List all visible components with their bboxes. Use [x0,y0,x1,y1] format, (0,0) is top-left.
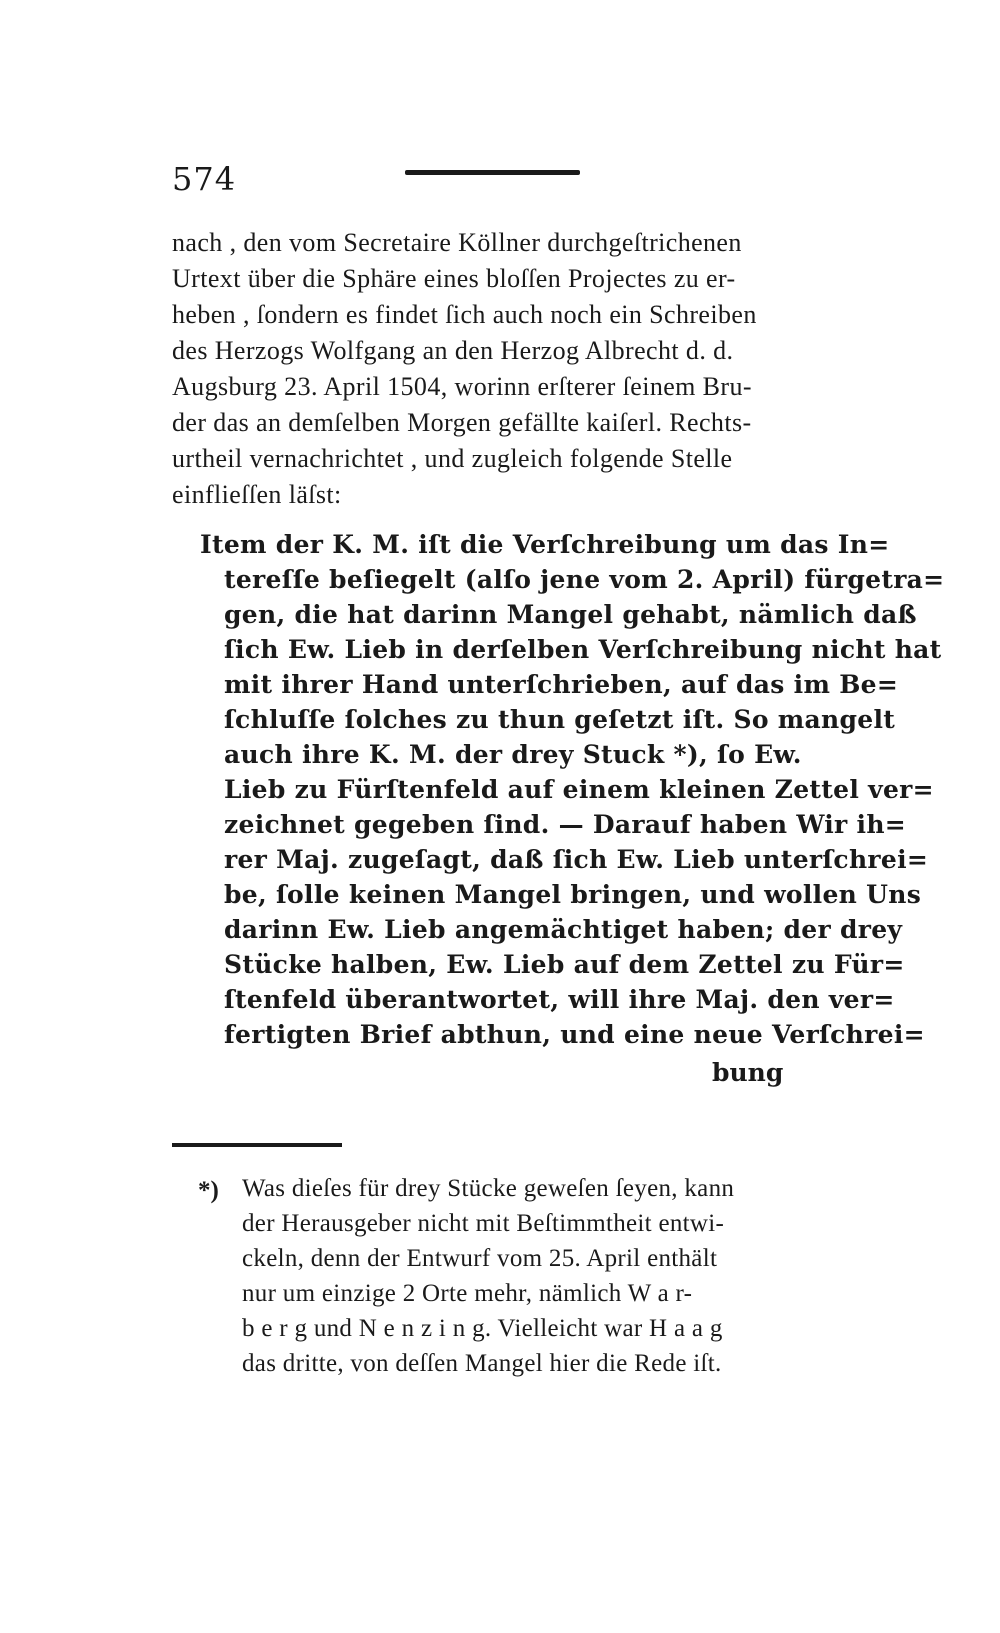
footnote-line: das dritte, von deſſen Mangel hier die Rede iſt. [242,1350,722,1377]
quote-line: darinn Ew. Lieb angemächtiget haben; der drey [224,915,903,944]
quote-line: Item der K. M. iſt die Verſchreibung um das In= [200,530,890,559]
footnote-line: ckeln, denn der Entwurf vom 25. April enthält [242,1245,718,1272]
body-line: der das an demſelben Morgen gefällte kaiſerl. Rechts- [172,408,752,437]
body-line: Urtext über die Sphäre eines bloſſen Projectes zu er- [172,264,736,293]
body-line: nach , den vom Secretaire Köllner durchgeſtrichenen [172,228,742,257]
footnote-line: nur um einzige 2 Orte mehr, nämlich W a r- [242,1280,693,1307]
quote-line: ſchluſſe ſolches zu thun geſetzt iſt. So mangelt [224,705,896,734]
quote-line: auch ihre K. M. der drey Stuck *), ſo Ew. [224,740,802,769]
quote-line: ſich Ew. Lieb in derſelben Verſchreibung nicht hat [224,635,942,664]
page-number: 574 [172,160,237,198]
quote-line: rer Maj. zugeſagt, daß ſich Ew. Lieb unterſchrei= [224,845,929,874]
footnote-line: b e r g und N e n z i n g. Vielleicht war H a a g [242,1315,723,1342]
quote-line: zeichnet gegeben ſind. — Darauf haben Wir ih= [224,810,907,839]
body-line: des Herzogs Wolfgang an den Herzog Albrecht d. d. [172,336,734,365]
quote-line: Stücke halben, Ew. Lieb auf dem Zettel zu Für= [224,950,905,979]
header-rule [405,170,580,175]
quote-line: Lieb zu Fürſtenfeld auf einem kleinen Zettel ver= [224,775,934,804]
quote-line: ſtenfeld überantwortet, will ihre Maj. den ver= [224,985,895,1014]
footnote-rule [172,1143,342,1147]
body-line: einflieſſen läſst: [172,480,342,509]
quote-line: fertigten Brief abthun, und eine neue Verſchrei= [224,1020,925,1049]
footnote-line: Was dieſes für drey Stücke geweſen ſeyen, kann [242,1175,735,1202]
footnote-line: der Herausgeber nicht mit Beſtimmtheit entwi- [242,1210,725,1237]
quote-line: gen, die hat darinn Mangel gehabt, nämlich daß [224,600,917,629]
quote-line: tereſſe beſiegelt (alſo jene vom 2. April) fürgetra= [224,565,945,594]
body-line: heben , ſondern es findet ſich auch noch ein Schreiben [172,300,757,329]
body-line: urtheil vernachrichtet , und zugleich folgende Stelle [172,444,733,473]
body-line: Augsburg 23. April 1504, worinn erſterer ſeinem Bru- [172,372,752,401]
footnote-marker: *) [198,1177,219,1204]
quote-line: mit ihrer Hand unterſchrieben, auf das im Be= [224,670,899,699]
catchword: bung [712,1058,784,1087]
quote-line: be, ſolle keinen Mangel bringen, und wollen Uns [224,880,922,909]
